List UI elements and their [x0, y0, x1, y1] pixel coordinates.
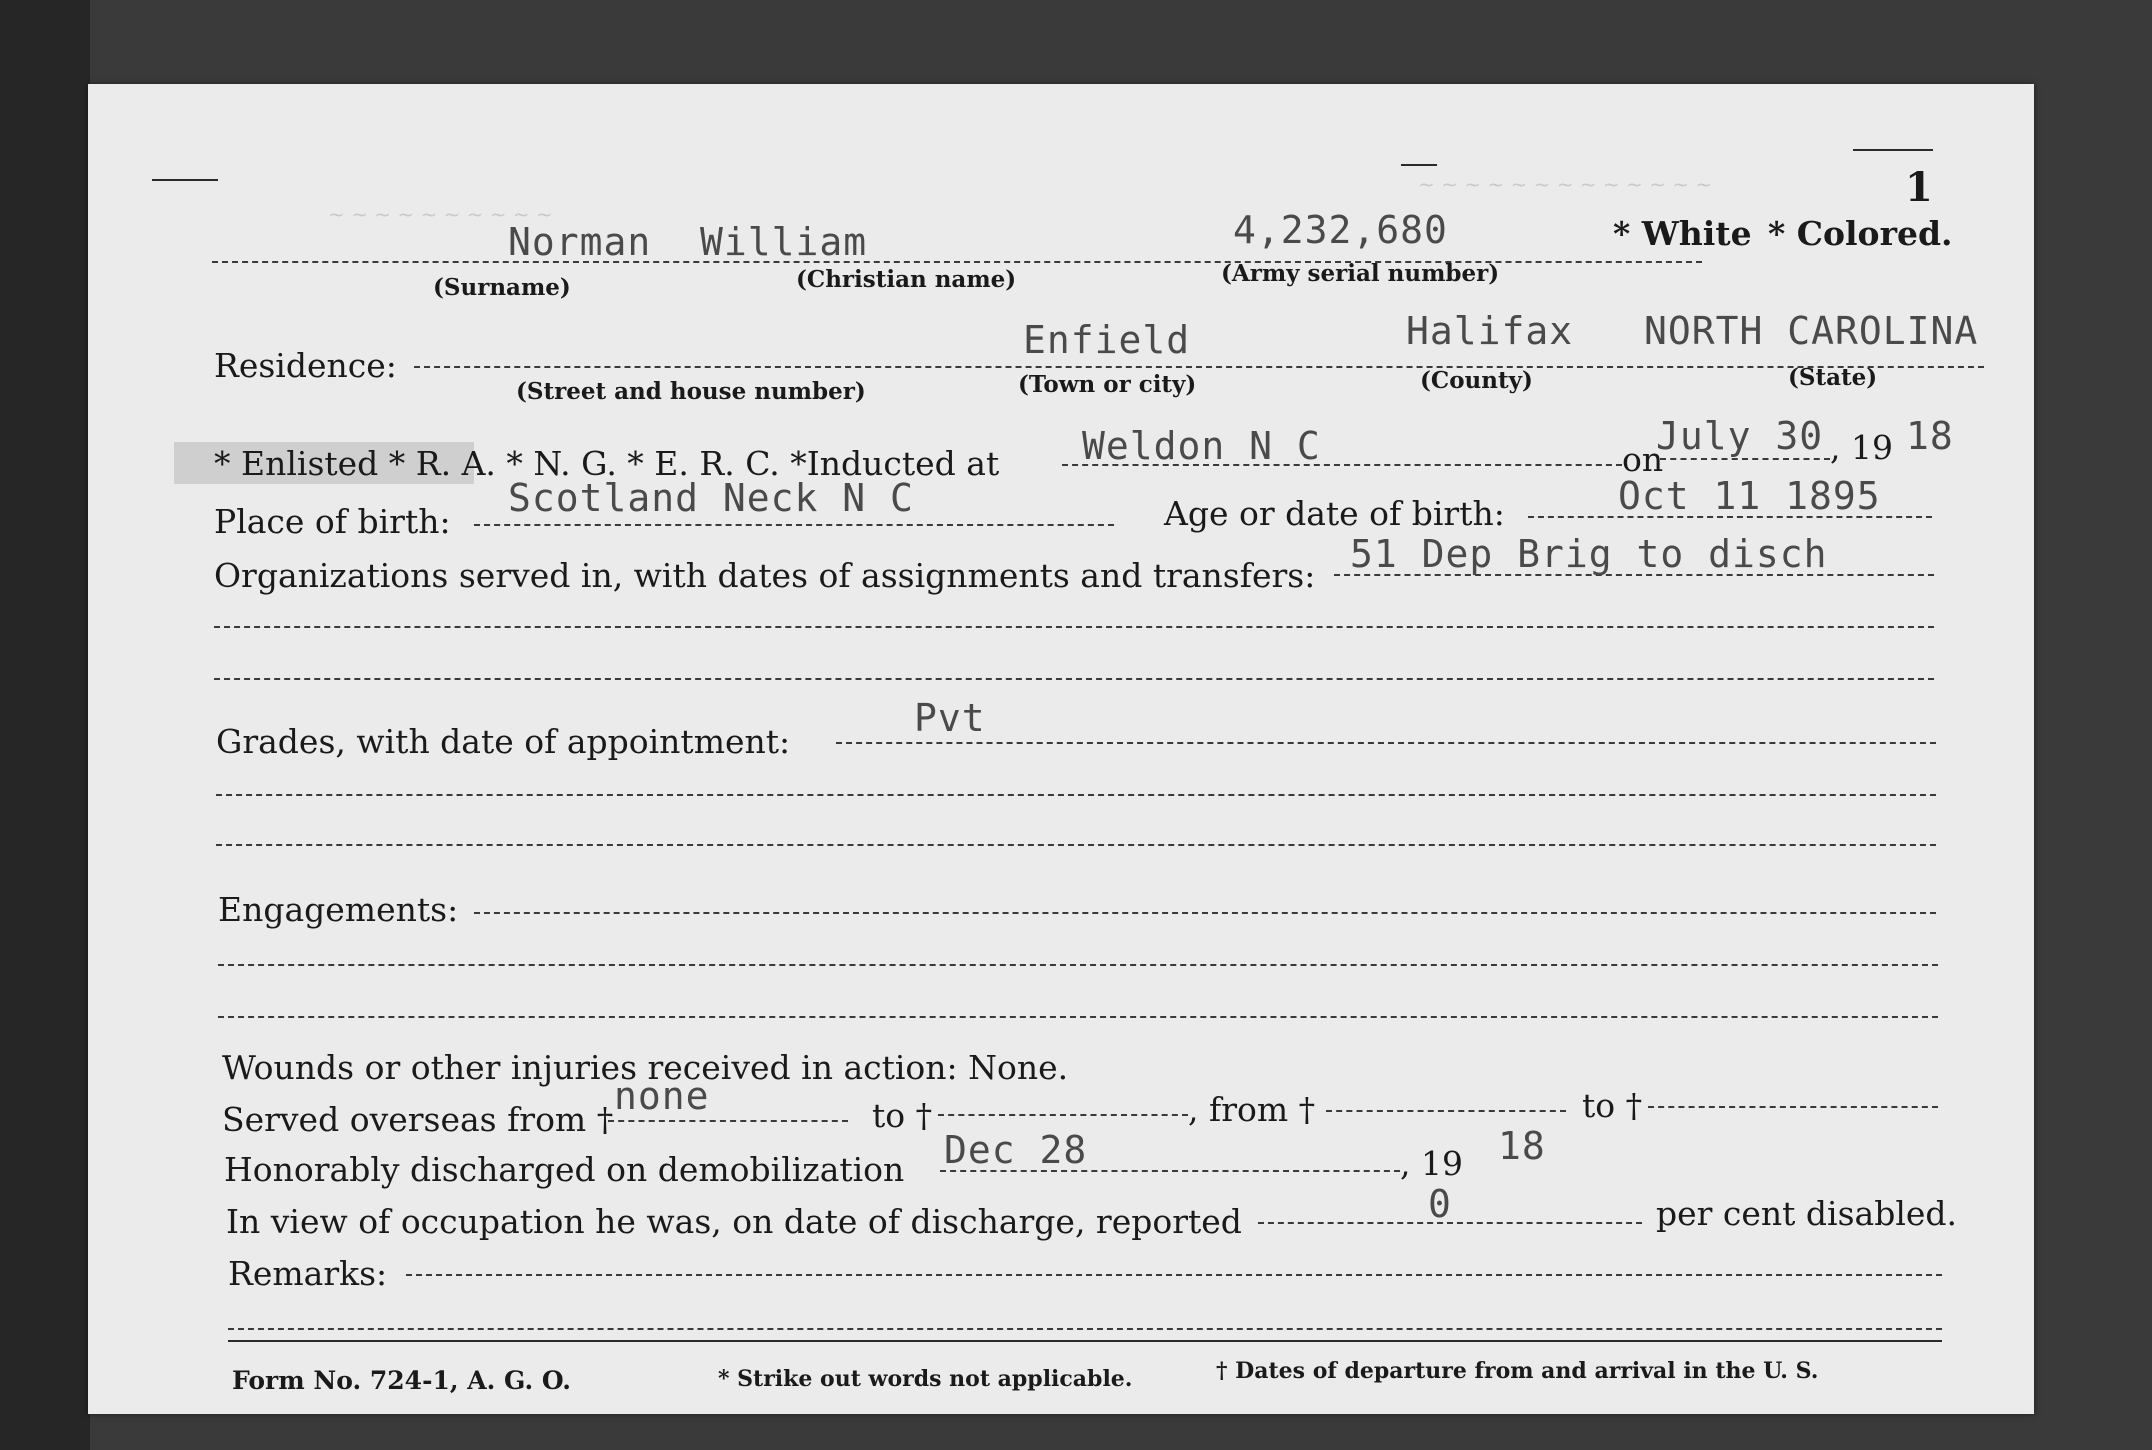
date-of-birth-label: Age or date of birth:: [1164, 494, 1505, 533]
grades-value: Pvt: [914, 696, 986, 740]
race-white-option: * White: [1613, 214, 1752, 253]
organizations-line-2: [214, 626, 1934, 628]
inducted-at-value: Weldon N C: [1082, 424, 1321, 468]
christian-name-caption: (Christian name): [796, 266, 1017, 293]
organizations-label: Organizations served in, with dates of assignments and transfers:: [214, 556, 1316, 595]
overseas-to-line-2: [1648, 1106, 1938, 1108]
overseas-from-label: , from †: [1188, 1090, 1316, 1129]
overseas-to-label: to †: [872, 1096, 933, 1135]
grades-line: [836, 742, 1936, 744]
bleed-through-mark: ~ ~ ~ ~ ~ ~ ~ ~ ~ ~ ~ ~ ~: [1418, 172, 1713, 196]
place-of-birth-line: [474, 524, 1114, 526]
organizations-line-3: [214, 678, 1934, 680]
engagements-line-3: [218, 1016, 1938, 1018]
scan-background: [0, 0, 90, 1450]
street-caption: (Street and house number): [516, 378, 866, 405]
strike-out-note: * Strike out words not applicable.: [718, 1366, 1133, 1392]
residence-state-value: NORTH CAROLINA: [1644, 309, 1979, 353]
serial-number-caption: (Army serial number): [1221, 260, 1500, 287]
inducted-date-line: [1660, 458, 1830, 460]
place-of-birth-value: Scotland Neck N C: [508, 476, 914, 520]
discharge-year-value: 18: [1498, 1124, 1546, 1168]
remarks-label: Remarks:: [228, 1254, 388, 1293]
enlisted-label: * Enlisted * R. A. * N. G. * E. R. C. *Inducted at: [214, 444, 1000, 483]
form-number: Form No. 724-1, A. G. O.: [232, 1366, 571, 1395]
service-record-card: [88, 84, 2034, 1414]
race-colored-option: * Colored.: [1768, 214, 1953, 253]
overseas-from-line: [608, 1120, 848, 1122]
on-label: on: [1622, 440, 1664, 479]
overseas-from-line-2: [1326, 1110, 1566, 1112]
grades-line-2: [216, 794, 1936, 796]
town-caption: (Town or city): [1018, 371, 1197, 398]
remarks-line: [406, 1274, 1942, 1276]
engagements-label: Engagements:: [218, 890, 459, 929]
top-center-rule: [1401, 164, 1437, 166]
organizations-value: 51 Dep Brig to disch: [1350, 532, 1828, 576]
residence-town-value: Enfield: [1023, 318, 1191, 362]
top-right-rule: [1853, 149, 1933, 151]
surname-caption: (Surname): [433, 274, 571, 301]
top-left-rule: [152, 179, 218, 181]
disability-value: 0: [1428, 1182, 1452, 1226]
engagements-line: [474, 912, 1936, 914]
remarks-line-2: [228, 1328, 1942, 1330]
grades-line-3: [216, 844, 1936, 846]
overseas-to-label-2: to †: [1582, 1086, 1643, 1125]
residence-line: [414, 366, 1984, 368]
residence-county-value: Halifax: [1406, 309, 1574, 353]
discharge-year-prefix: , 19: [1400, 1144, 1463, 1183]
overseas-label: Served overseas from †: [222, 1100, 614, 1139]
year-prefix: , 19: [1830, 428, 1893, 467]
bleed-through-mark: ~ ~ ~ ~ ~ ~ ~ ~ ~ ~: [328, 202, 553, 226]
inducted-date-value: July 30: [1656, 414, 1824, 458]
christian-name-value: William: [700, 220, 868, 264]
county-caption: (County): [1420, 367, 1533, 394]
card-number: 1: [1905, 164, 1933, 211]
serial-number-value: 4,232,680: [1233, 208, 1448, 252]
footer-rule: [228, 1340, 1942, 1342]
state-caption: (State): [1788, 364, 1878, 391]
dates-note: † Dates of departure from and arrival in the U. S.: [1216, 1358, 1819, 1384]
surname-value: Norman: [508, 220, 652, 264]
overseas-value: none: [614, 1074, 710, 1118]
place-of-birth-label: Place of birth:: [214, 502, 451, 541]
disability-suffix: per cent disabled.: [1656, 1194, 1958, 1233]
discharge-date-value: Dec 28: [944, 1128, 1088, 1172]
wounds-label: Wounds or other injuries received in action: None.: [222, 1048, 1069, 1087]
residence-label: Residence:: [214, 346, 397, 385]
discharge-label: Honorably discharged on demobilization: [224, 1150, 905, 1189]
grades-label: Grades, with date of appointment:: [216, 722, 791, 761]
date-of-birth-value: Oct 11 1895: [1618, 474, 1881, 518]
inducted-year-value: 18: [1906, 414, 1954, 458]
engagements-line-2: [218, 964, 1938, 966]
disability-label: In view of occupation he was, on date of discharge, reported: [226, 1202, 1242, 1241]
overseas-to-line: [938, 1114, 1188, 1116]
